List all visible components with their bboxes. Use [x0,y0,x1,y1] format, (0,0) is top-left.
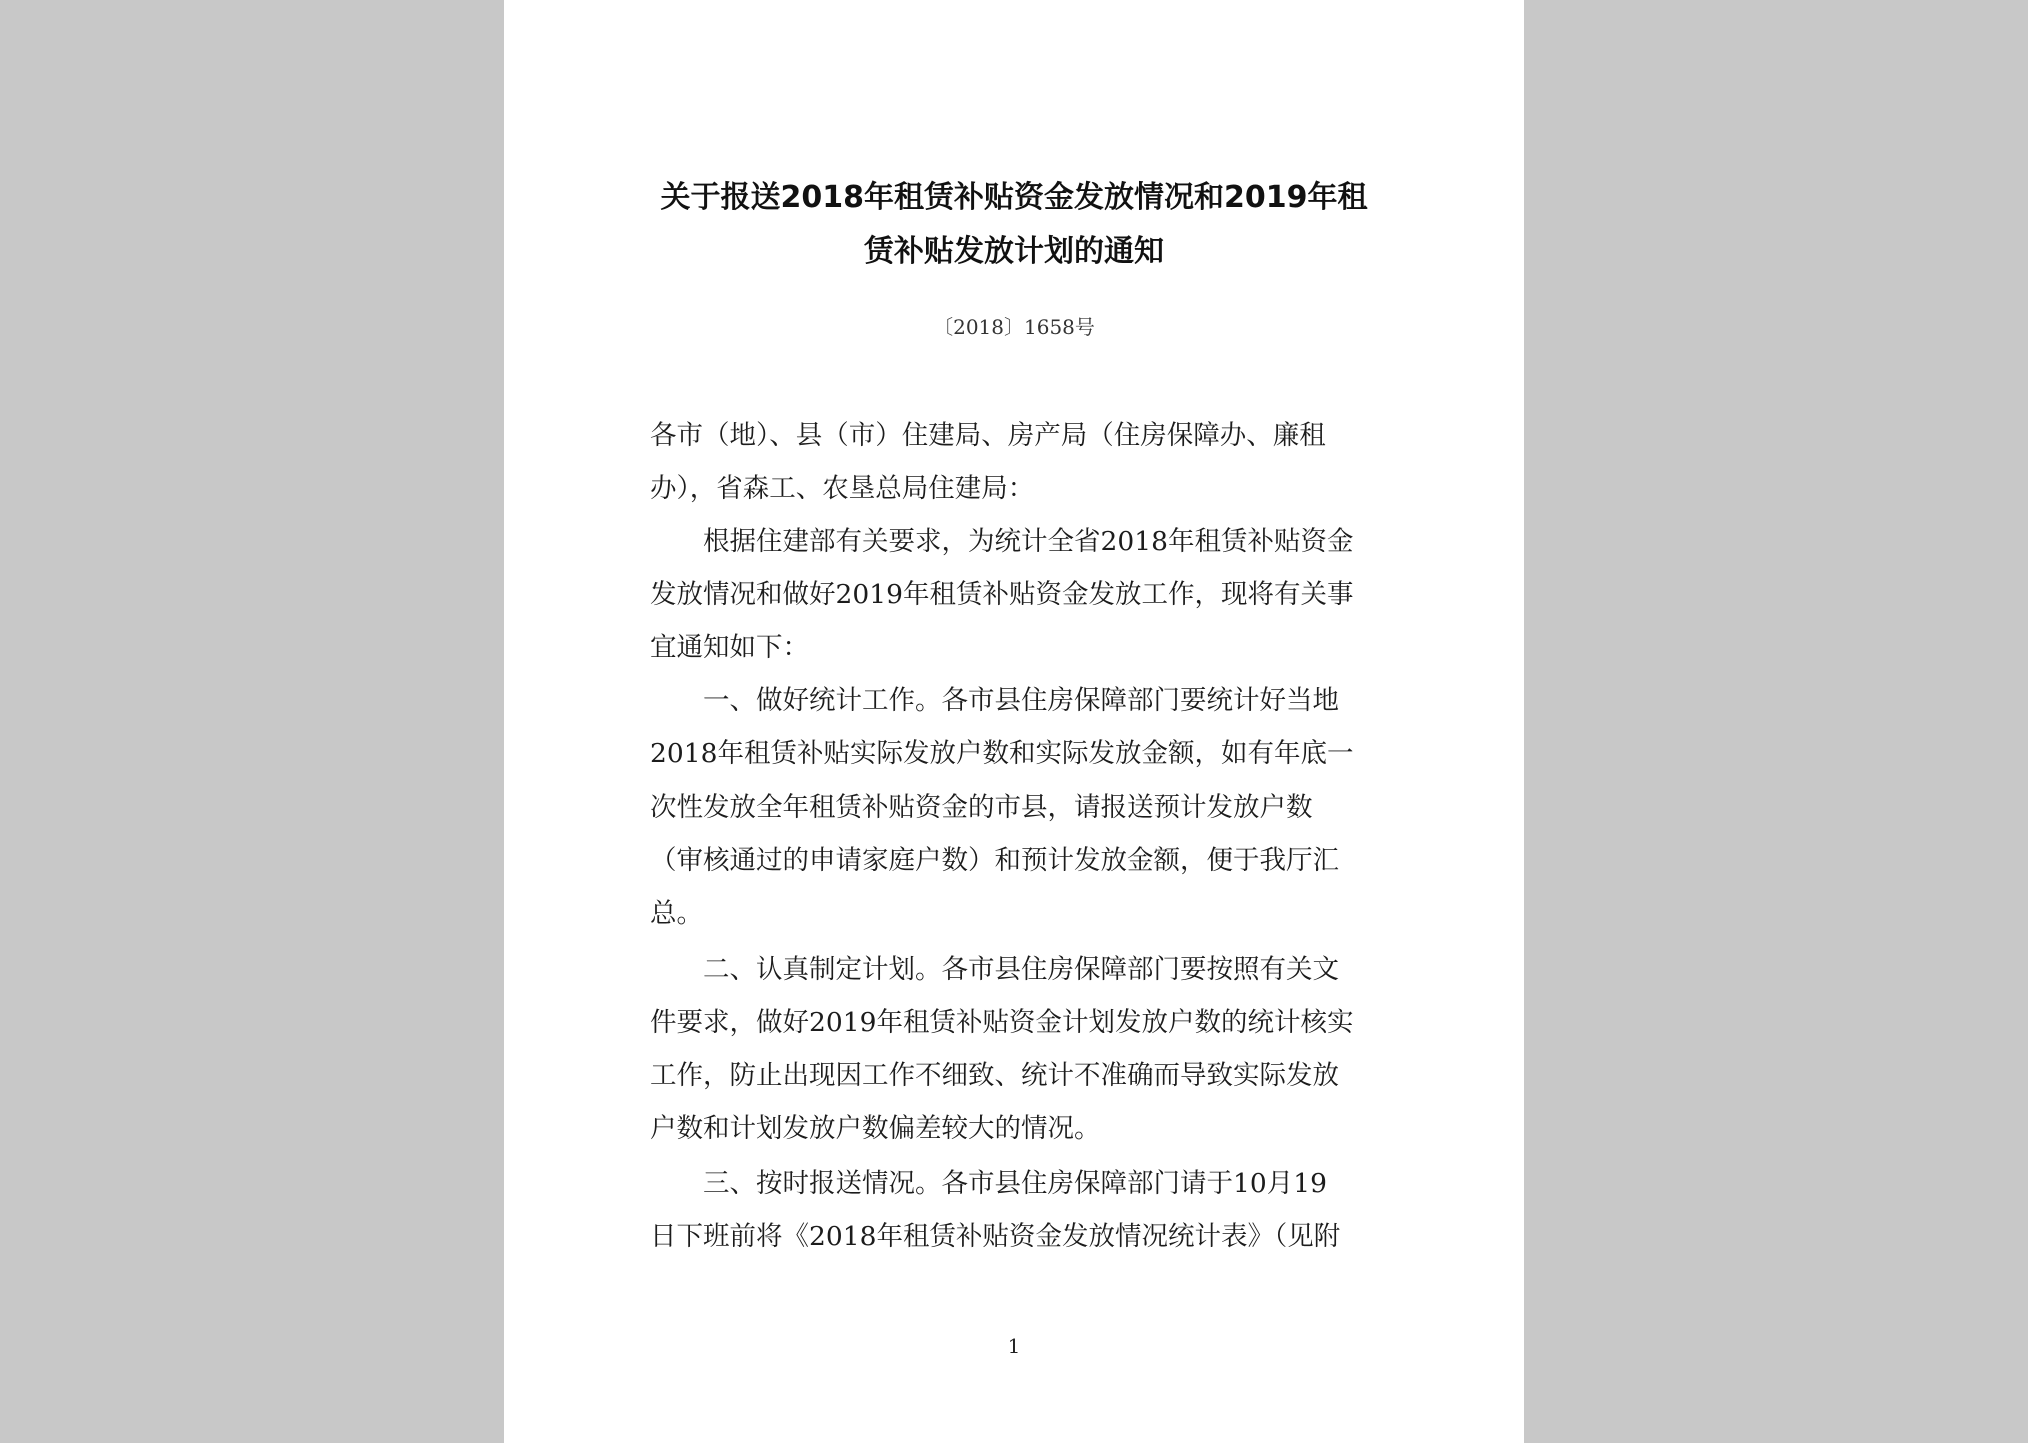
body-line: 发放情况和做好2019年租赁补贴资金发放工作，现将有关事 [650,579,1354,610]
page-number: 1 [1007,1334,1021,1358]
body-line: 日下班前将《2018年租赁补贴资金发放情况统计表》（见附 [650,1221,1341,1252]
document-title-line-1: 关于报送2018年租赁补贴资金发放情况和2019年租 [660,180,1368,215]
body-line: 工作，防止出现因工作不细致、统计不准确而导致实际发放 [650,1060,1339,1091]
document-page [504,0,1524,1443]
body-line: 根据住建部有关要求，为统计全省2018年租赁补贴资金 [650,526,1354,557]
body-line: 三、按时报送情况。各市县住房保障部门请于10月19 [650,1168,1327,1199]
body-line: 各市（地）、县（市）住建局、房产局（住房保障办、廉租 [650,420,1326,451]
body-line: 次性发放全年租赁补贴资金的市县，请报送预计发放户数 [650,792,1313,823]
body-line: 件要求，做好2019年租赁补贴资金计划发放户数的统计核实 [650,1007,1354,1038]
document-number: 〔2018〕1658号 [933,315,1095,339]
body-line: 办），省森工、农垦总局住建局： [650,473,1035,504]
document-title-line-2: 赁补贴发放计划的通知 [864,234,1164,269]
body-line: 一、做好统计工作。各市县住房保障部门要统计好当地 [650,685,1339,716]
body-line: （审核通过的申请家庭户数）和预计发放金额，便于我厅汇 [650,845,1339,876]
body-line: 总。 [650,898,703,929]
body-line: 户数和计划发放户数偏差较大的情况。 [650,1113,1101,1144]
body-line: 二、认真制定计划。各市县住房保障部门要按照有关文 [650,954,1339,985]
body-line: 宜通知如下： [650,632,809,663]
body-line: 2018年租赁补贴实际发放户数和实际发放金额，如有年底一 [650,738,1354,769]
